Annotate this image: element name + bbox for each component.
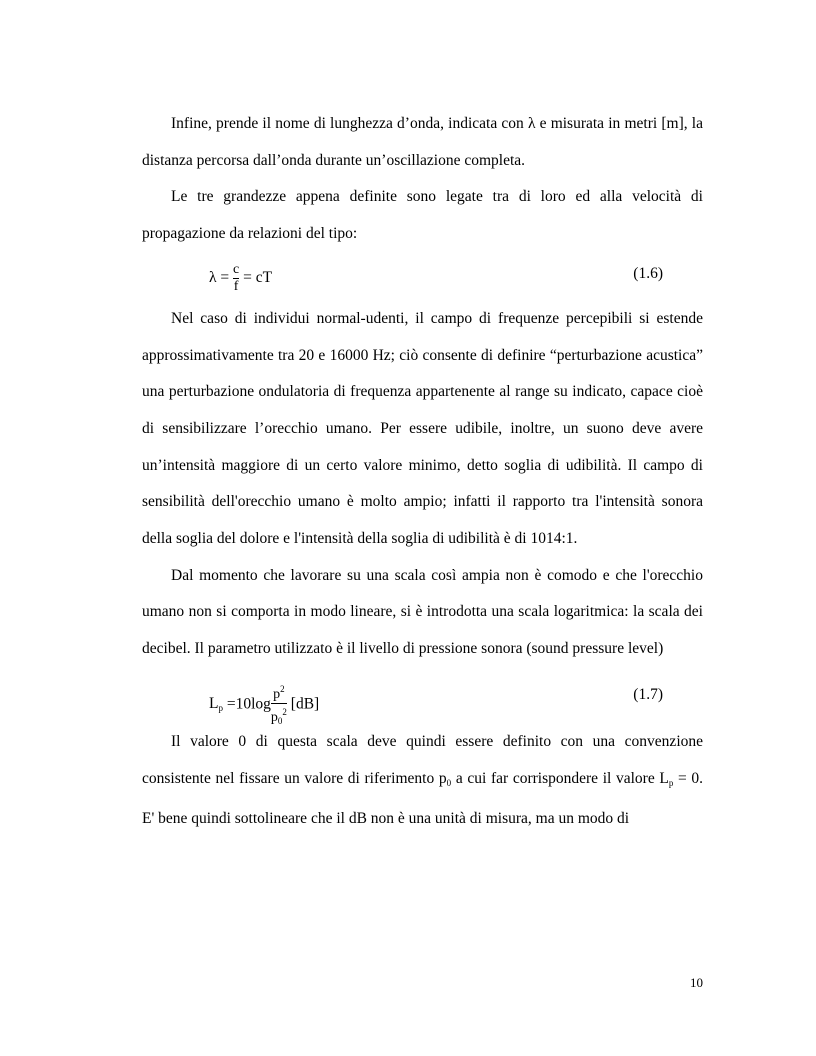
eq2-log: =10log xyxy=(226,695,271,713)
paragraph-wavelength: Infine, prende il nome di lunghezza d’onda, indicata con λ e misurata in metri [m], la distanza percorsa dall’onda durante un’oscillazione completa. xyxy=(142,115,703,169)
eq2-unit: [dB] xyxy=(290,695,320,713)
paragraph-decibel-scale: Dal momento che lavorare su una scala così ampia non è comodo e che l'orecchio umano non si comporta in modo lineare, si è introdotta una scala logaritmica: la scala dei decibel. Il parametro utilizzato è il livello di pressione sonora (sound pressure level) xyxy=(142,566,703,658)
eq1-numerator: c xyxy=(233,261,240,277)
eq1-rhs: = cT xyxy=(243,268,273,286)
equation-1-7 xyxy=(142,668,703,724)
equation-number-1-7: (1.7) xyxy=(633,685,663,703)
eq2-fraction xyxy=(271,682,287,728)
paragraph-relations: Le tre grandezze appena definite sono legate tra di loro ed alla velocità di propagazione da relazioni del tipo: xyxy=(142,188,703,243)
paragraph-frequencies: Nel caso di individui normal-udenti, il campo di frequenze percepibili si estende approssimativamente tra 20 e 16000 Hz; ciò consente di definire “perturbazione acustica” una perturbazione ondulatoria di frequenza appartenente al range su indicato, capace cioè di sensibilizzare l’orecchio umano. Per essere udibile, inoltre, un suono deve avere un’intensità maggiore di un certo valore minimo, detto soglia di udibilità. Il campo di sensibilità dell'orecchio umano è molto ampio; infatti il rapporto tra l'intensità sonora della soglia del dolore e l'intensità della soglia di udibilità è di 1014:1. xyxy=(142,309,703,548)
page-number: 10 xyxy=(690,975,703,990)
eq2-lhs: $L_p$ xyxy=(209,695,223,714)
eq1-fraction xyxy=(233,263,239,294)
equation-1-6 xyxy=(142,253,703,301)
eq2-denominator: $p_0^2$ xyxy=(270,706,287,726)
inline-lp: $L_p = 0$ xyxy=(659,769,700,788)
eq1-denominator: f xyxy=(233,278,239,294)
inline-p0: $p_0$ xyxy=(438,769,452,788)
eq1-lhs: λ = xyxy=(209,268,230,286)
paragraph-reference-value: Il valore 0 di questa scala deve quindi essere definito con una convenzione consistente nel fissare un valore di riferimento $p_0$ a cui far corrispondere il valore $L_p = 0$. E' bene quindi sottolineare che il dB non è una unità di misura, ma un modo di xyxy=(142,732,704,828)
equation-number-1-6: (1.6) xyxy=(633,264,663,282)
eq2-numerator: $p^2$ xyxy=(273,683,285,702)
page-body xyxy=(142,106,703,838)
